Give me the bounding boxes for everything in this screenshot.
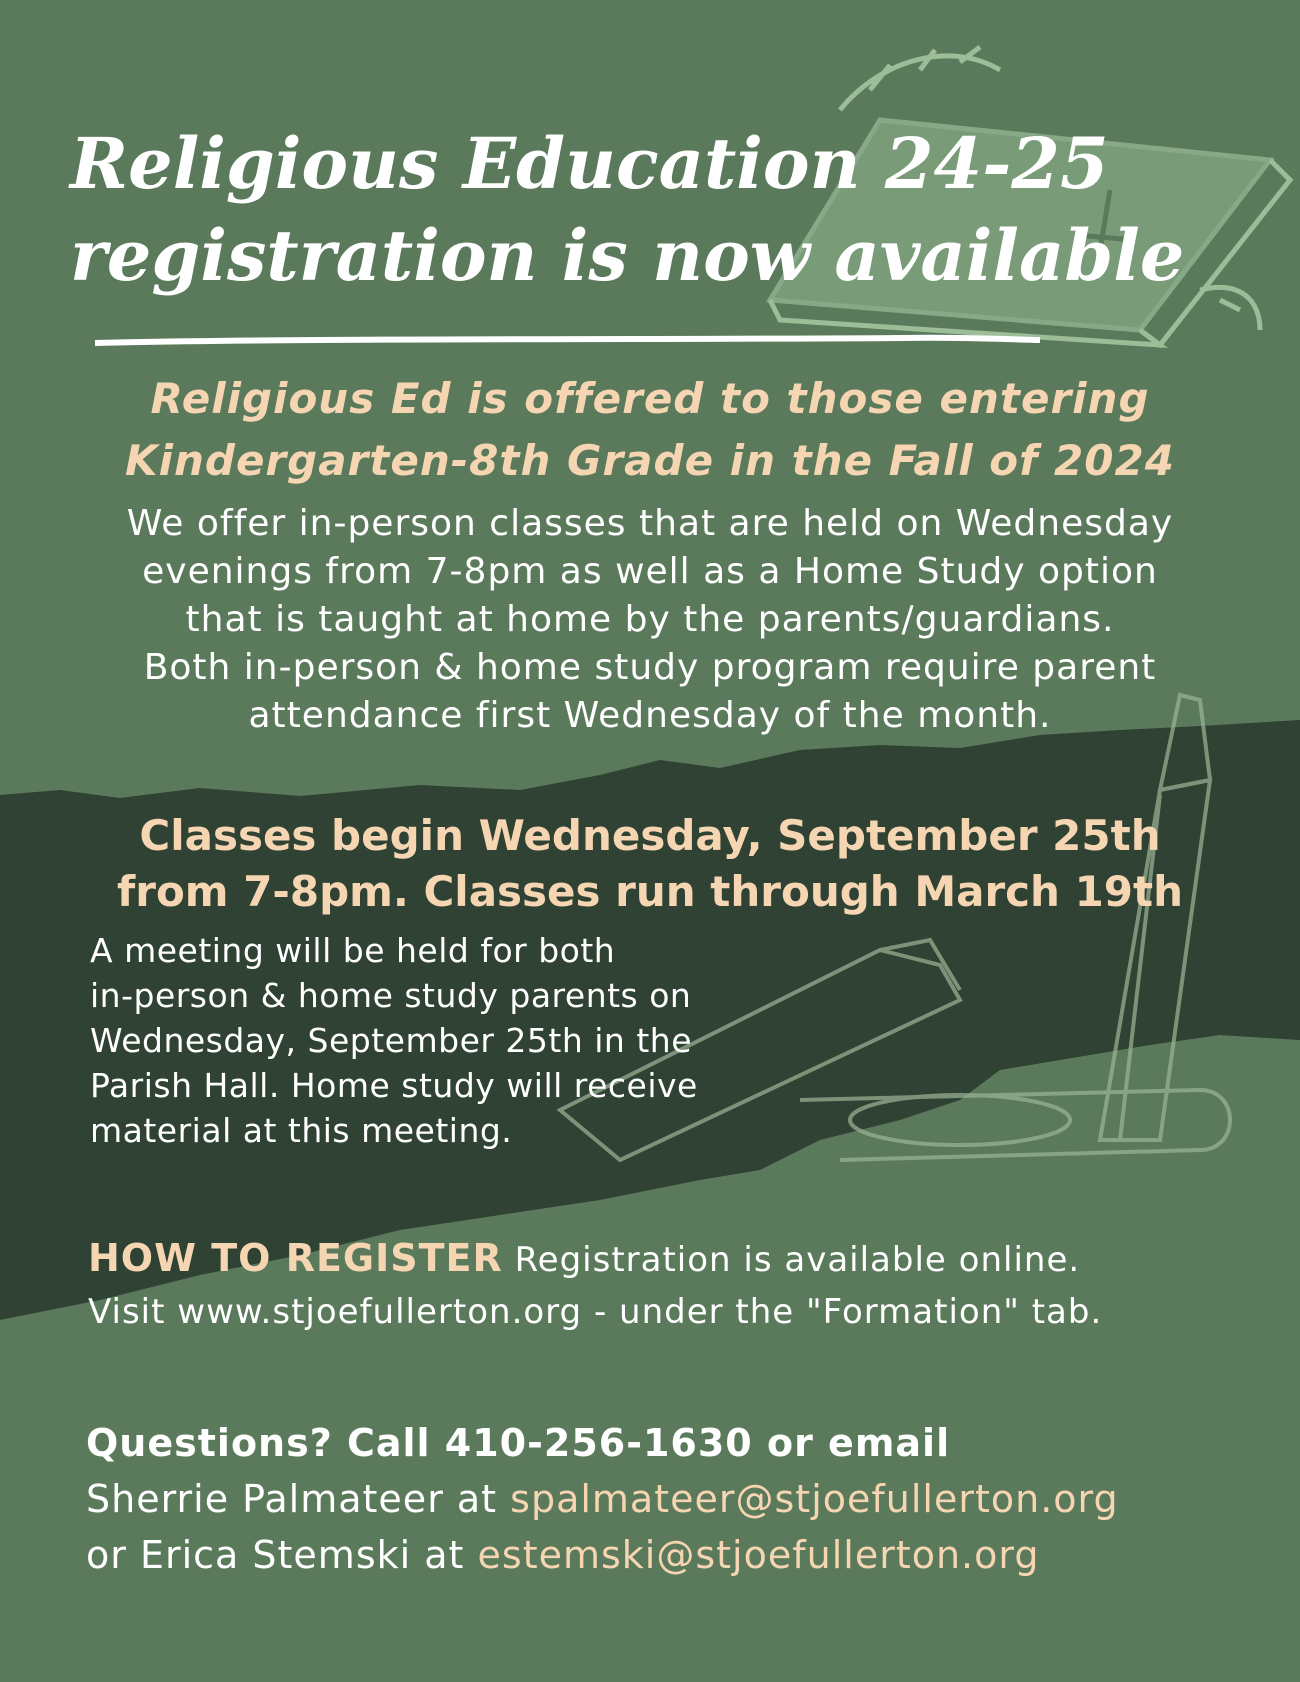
meeting-line: in-person & home study parents on — [90, 976, 692, 1015]
register-text: Registration is available online. — [502, 1240, 1081, 1280]
intro-line: that is taught at home by the parents/guardians. — [185, 599, 1115, 640]
subtitle-line-2: Kindergarten-8th Grade in the Fall of 2024 — [125, 436, 1175, 485]
title-line-2: registration is now available — [70, 214, 1185, 297]
meeting-line: material at this meeting. — [90, 1111, 513, 1150]
classes-schedule-heading — [0, 808, 1300, 920]
questions-heading: Questions? Call 410-256-1630 or email — [86, 1421, 951, 1465]
meeting-line: Parish Hall. Home study will receive — [90, 1066, 698, 1105]
register-heading: HOW TO REGISTER — [88, 1236, 503, 1280]
title-line-1: Religious Education 24-25 — [70, 122, 1109, 205]
questions-contact — [86, 1415, 1286, 1583]
classes-line-1: Classes begin Wednesday, September 25th — [139, 811, 1161, 860]
register-link-text[interactable]: Visit www.stjoefullerton.org - under the "Formation" tab. — [88, 1292, 1103, 1332]
intro-line: evenings from 7-8pm as well as a Home Study option — [142, 551, 1158, 592]
contact-2-email-link[interactable]: estemski@stjoefullerton.org — [477, 1533, 1040, 1577]
meeting-line: Wednesday, September 25th in the — [90, 1021, 692, 1060]
classes-line-2: from 7-8pm. Classes run through March 19th — [116, 867, 1184, 916]
meeting-line: A meeting will be held for both — [90, 931, 616, 970]
page-title — [70, 118, 1270, 302]
how-to-register — [88, 1232, 1288, 1338]
intro-line: attendance first Wednesday of the month. — [248, 695, 1052, 736]
contact-2-name: or Erica Stemski at — [86, 1533, 478, 1577]
contact-1-email-link[interactable]: spalmateer@stjoefullerton.org — [510, 1477, 1119, 1521]
intro-paragraph — [0, 500, 1300, 740]
subtitle-line-1: Religious Ed is offered to those entering — [150, 374, 1150, 423]
intro-line: We offer in-person classes that are held on Wednesday — [126, 503, 1174, 544]
intro-line: Both in-person & home study program require parent — [143, 647, 1157, 688]
meeting-paragraph — [90, 928, 810, 1153]
contact-1-name: Sherrie Palmateer at — [86, 1477, 511, 1521]
eligibility-subtitle — [0, 368, 1300, 492]
brush-underline — [95, 338, 1040, 343]
